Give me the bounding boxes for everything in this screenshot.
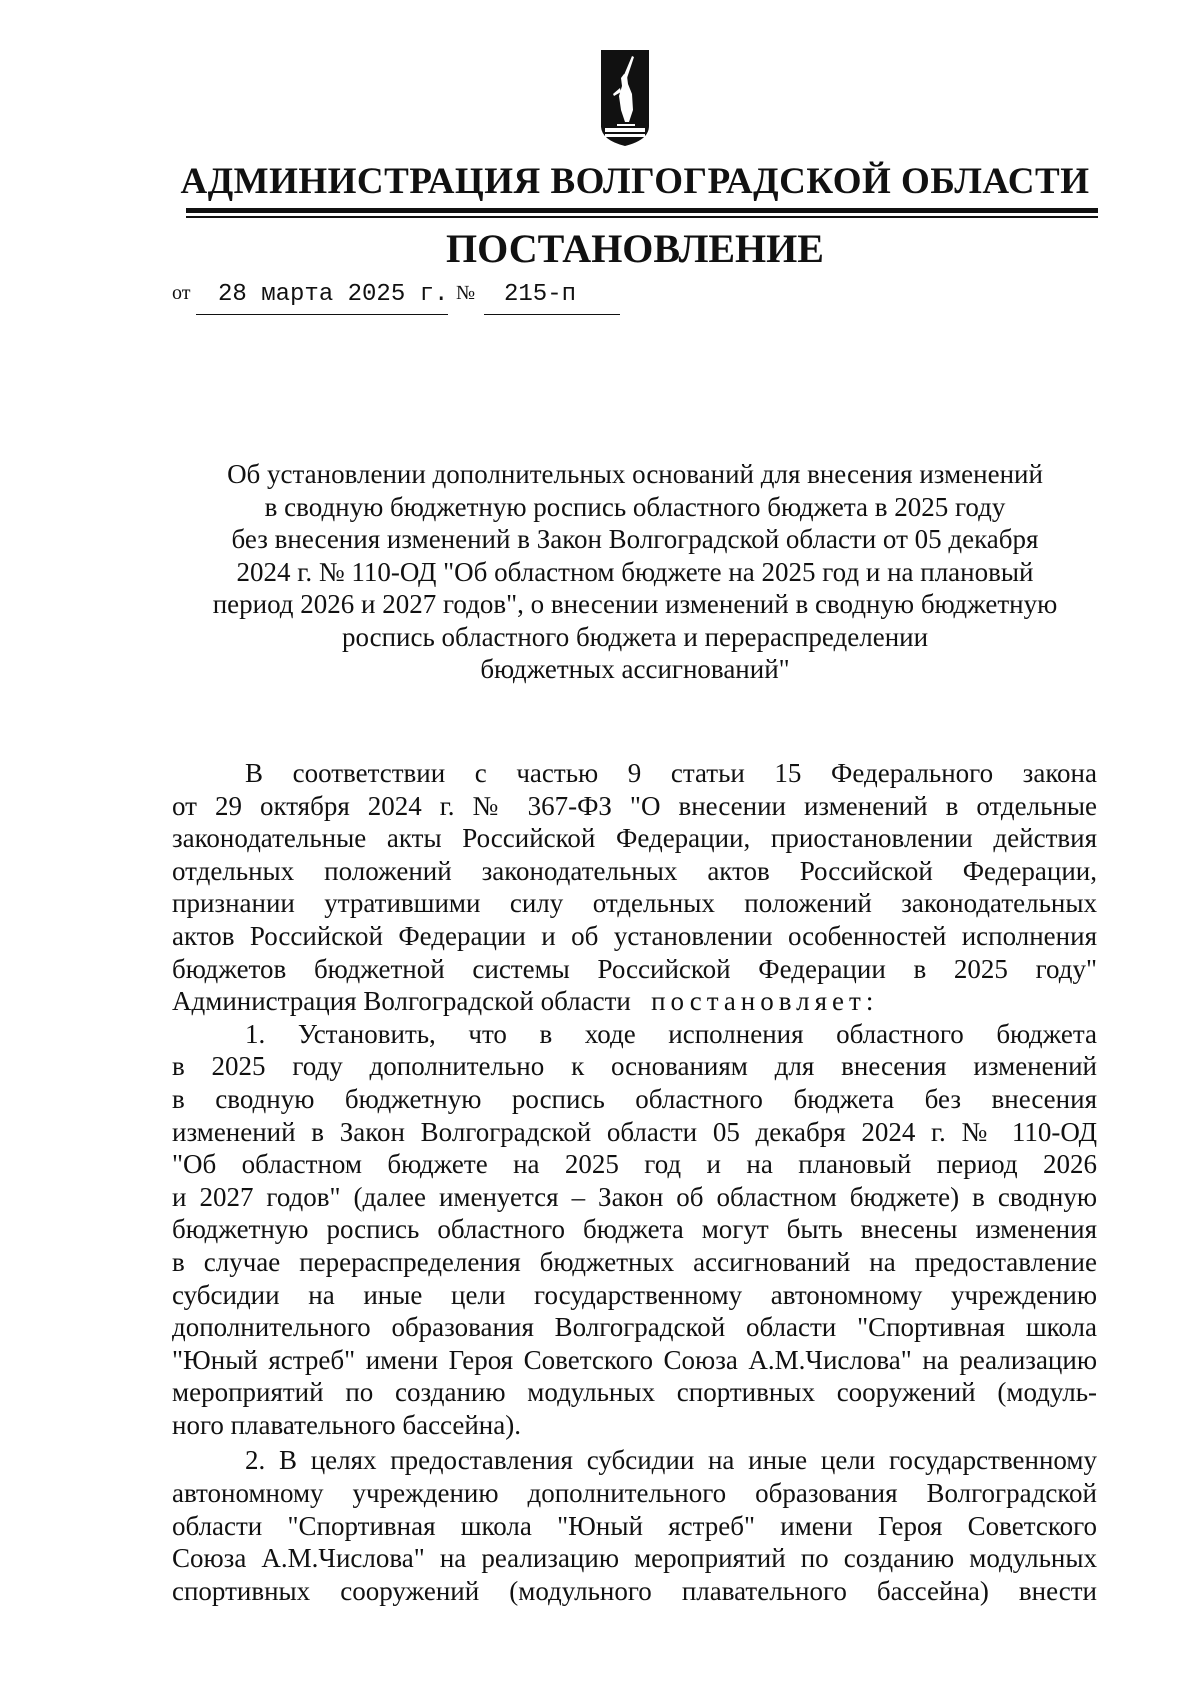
decree-line: [172, 985, 1097, 1018]
item1-line: бюджетную роспись областного бюджета могут быть внесены изменения: [172, 1214, 1097, 1245]
header-rule-thick: [186, 208, 1098, 213]
preamble-line: законодательные акты Российской Федерации, приостановлении действия: [172, 823, 1097, 854]
number-underline: [484, 314, 620, 315]
item1-line: ного плавательного бассейна).: [172, 1409, 521, 1440]
item1-line: и 2027 годов" (далее именуется – Закон об областном бюджете) в сводную: [172, 1181, 1097, 1212]
item1-line: в случае перераспределения бюджетных ассигнований на предоставление: [172, 1246, 1097, 1277]
document-number: 215-п: [504, 281, 577, 308]
preamble-line: признании утратившими силу отдельных положений законодательных: [172, 888, 1097, 919]
header-rule-thin: [186, 216, 1098, 218]
item1-line: 1. Установить, что в ходе исполнения областного бюджета: [245, 1018, 1097, 1049]
item2-line: Союза А.М.Числова" на реализацию мероприятий по созданию модульных: [172, 1543, 1097, 1574]
item2-line: автономному учреждению дополнительного образования Волгоградской: [172, 1478, 1097, 1509]
preamble-line: от 29 октября 2024 г. № 367-ФЗ "О внесении изменений в отдельные: [172, 790, 1097, 821]
subject-line: в сводную бюджетную роспись областного бюджета в 2025 году: [264, 491, 1006, 522]
subject-line: Об установлении дополнительных оснований для внесения изменений: [227, 459, 1043, 489]
item1-line: "Юный ястреб" имени Героя Советского Союза А.М.Числова" на реализацию: [172, 1344, 1097, 1375]
document-body: [172, 757, 1097, 1607]
coat-of-arms-icon: [599, 48, 651, 148]
subject-line: период 2026 и 2027 годов", о внесении изменений в сводную бюджетную: [212, 589, 1058, 619]
item1-line: дополнительного образования Волгоградской области "Спортивная школа: [172, 1312, 1097, 1343]
item1-line: в сводную бюджетную роспись областного бюджета без внесения: [172, 1083, 1097, 1114]
preamble-line: актов Российской Федерации и об установлении особенностей исполнения: [172, 920, 1097, 951]
item2-line: 2. В целях предоставления субсидии на иные цели государственному: [245, 1445, 1097, 1476]
decree-phrase: Администрация Волгоградской области: [172, 986, 631, 1017]
item1-line: мероприятий по созданию модульных спортивных сооружений (модуль-: [172, 1377, 1097, 1408]
organization-title: АДМИНИСТРАЦИЯ ВОЛГОГРАДСКОЙ ОБЛАСТИ: [180, 161, 1090, 202]
subject-line: роспись областного бюджета и перераспределении: [341, 621, 929, 652]
document-date: 28 марта 2025 г.: [218, 281, 449, 308]
preamble-line: бюджетов бюджетной системы Российской Федерации в 2025 году": [172, 953, 1097, 984]
item2-line: спортивных сооружений (модульного плавательного бассейна) внести: [172, 1575, 1097, 1606]
number-prefix: №: [456, 282, 476, 304]
subject-line: бюджетных ассигнований": [480, 654, 790, 684]
subject-line: без внесения изменений в Закон Волгоградской области от 05 декабря: [231, 524, 1039, 554]
item1-line: "Об областном бюджете на 2025 год и на плановый период 2026: [172, 1149, 1097, 1180]
date-underline: [196, 314, 448, 315]
item2-line: области "Спортивная школа "Юный ястреб" имени Героя Советского: [172, 1510, 1097, 1541]
date-prefix: от: [172, 282, 191, 304]
decree-verb: постановляет:: [651, 986, 879, 1017]
subject-line: 2024 г. № 110-ОД "Об областном бюджете на 2025 год и на плановый: [236, 556, 1034, 587]
document-subject: [170, 458, 1100, 686]
document-type: ПОСТАНОВЛЕНИЕ: [446, 226, 824, 271]
item1-line: субсидии на иные цели государственному автономному учреждению: [172, 1279, 1097, 1310]
preamble-line: отдельных положений законодательных актов Российской Федерации,: [172, 855, 1097, 886]
item1-line: в 2025 году дополнительно к основаниям для внесения изменений: [172, 1051, 1097, 1082]
item1-line: изменений в Закон Волгоградской области 05 декабря 2024 г. № 110-ОД: [172, 1116, 1097, 1147]
preamble-line: В соответствии с частью 9 статьи 15 Федерального закона: [245, 758, 1097, 788]
